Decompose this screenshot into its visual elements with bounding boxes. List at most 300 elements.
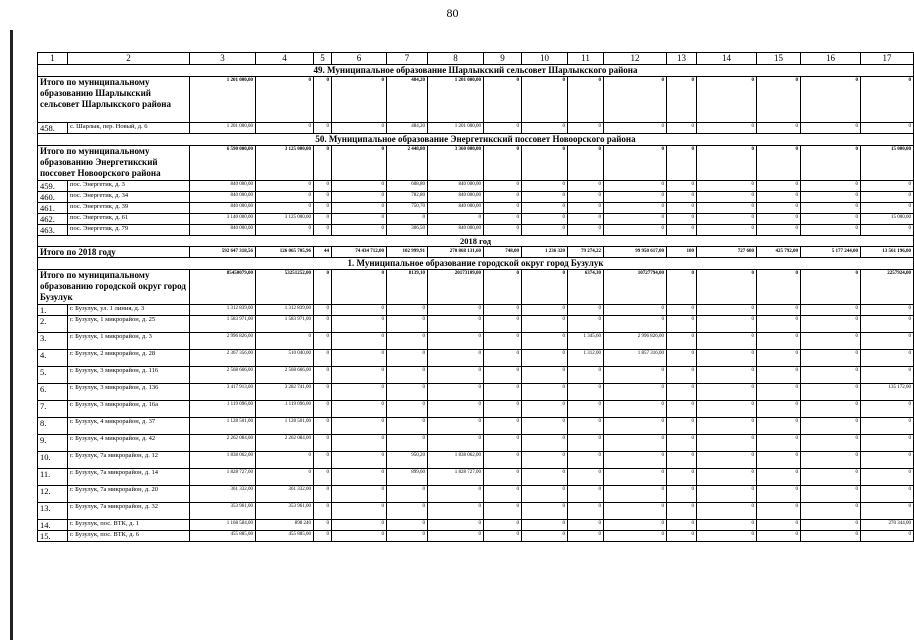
value-cell: 0 [757, 333, 801, 350]
row-number: 11. [38, 469, 68, 486]
value-cell: 0 [522, 435, 568, 452]
value-cell: 0 [387, 333, 428, 350]
value-cell: 0 [428, 520, 484, 531]
value-cell: 0 [667, 316, 697, 333]
value-cell: 0 [757, 123, 801, 134]
table-row [38, 214, 914, 225]
address-cell: г. Бузулук, 3 микрорайон, д. 16а [68, 401, 190, 418]
total-value-cell: 85450079,00 [190, 270, 256, 305]
value-cell: 0 [801, 214, 861, 225]
value-cell: 0 [332, 401, 387, 418]
total-value-cell: 0 [332, 77, 387, 123]
value-cell: 0 [314, 367, 332, 384]
value-cell: 0 [861, 452, 914, 469]
value-cell: 0 [522, 316, 568, 333]
value-cell: 1 201 000,00 [190, 123, 256, 134]
table-row [38, 203, 914, 214]
value-cell: 0 [667, 181, 697, 192]
total-value-cell: 0 [522, 146, 568, 181]
value-cell: 0 [604, 435, 667, 452]
value-cell: 0 [256, 203, 314, 214]
value-cell: 1 168 584,00 [190, 520, 256, 531]
value-cell: 0 [332, 203, 387, 214]
value-cell: 0 [604, 225, 667, 236]
address-cell: г. Бузулук, 7а микрорайон, д. 14 [68, 469, 190, 486]
total-value-cell: 0 [314, 270, 332, 305]
table-row [38, 503, 914, 520]
total-value-cell: 0 [332, 270, 387, 305]
total-value-cell: 0 [667, 77, 697, 123]
value-cell: 0 [522, 350, 568, 367]
value-cell: 0 [484, 469, 522, 486]
value-cell: 0 [332, 123, 387, 134]
row-number: 460. [38, 192, 68, 203]
value-cell: 840 000,00 [190, 192, 256, 203]
column-number-cell: 10 [522, 53, 568, 65]
value-cell: 0 [332, 531, 387, 542]
value-cell: 0 [604, 203, 667, 214]
address-cell: г. Бузулук, 4 микрорайон, д. 42 [68, 435, 190, 452]
value-cell: 3 140 000,00 [190, 214, 256, 225]
value-cell: 0 [428, 435, 484, 452]
year-total-row [38, 247, 914, 258]
value-cell: 0 [428, 531, 484, 542]
column-number-row [38, 53, 914, 65]
column-number-cell: 6 [332, 53, 387, 65]
value-cell: 0 [387, 435, 428, 452]
value-cell: 0 [387, 316, 428, 333]
value-cell: 0 [801, 401, 861, 418]
value-cell: 0 [757, 520, 801, 531]
value-cell: 0 [256, 192, 314, 203]
value-cell: 0 [697, 192, 757, 203]
row-number: 6. [38, 384, 68, 401]
value-cell: 0 [387, 486, 428, 503]
section-title: 1. Муниципальное образование городской округ город Бузулук [38, 258, 914, 270]
value-cell: 0 [332, 225, 387, 236]
value-cell: 0 [697, 181, 757, 192]
value-cell: 0 [387, 214, 428, 225]
value-cell: 0 [256, 123, 314, 134]
value-cell: 0 [667, 452, 697, 469]
value-cell: 0 [667, 214, 697, 225]
value-cell: 0 [332, 316, 387, 333]
value-cell: 2 367 356,00 [190, 350, 256, 367]
value-cell: 898 240 [256, 520, 314, 531]
total-value-cell: 0 [332, 146, 387, 181]
value-cell: 2 262 084,00 [190, 435, 256, 452]
value-cell: 0 [314, 452, 332, 469]
value-cell: 0 [697, 203, 757, 214]
address-cell: г. Бузулук, 7а микрорайон, д. 32 [68, 503, 190, 520]
value-cell: 0 [801, 486, 861, 503]
value-cell: 0 [757, 192, 801, 203]
address-cell: пос. Энергетик, д. 79 [68, 225, 190, 236]
value-cell: 0 [801, 123, 861, 134]
value-cell: 0 [428, 384, 484, 401]
value-cell: 0 [604, 401, 667, 418]
value-cell: 0 [568, 367, 604, 384]
page-number: 80 [446, 6, 459, 20]
value-cell: 3 417 913,00 [190, 384, 256, 401]
value-cell: 1 312 839,00 [256, 305, 314, 316]
value-cell: 0 [801, 181, 861, 192]
value-cell: 0 [801, 192, 861, 203]
value-cell: 0 [697, 316, 757, 333]
year-total-value-cell: 13 561 196,00 [861, 247, 914, 258]
total-value-cell: 10727794,00 [604, 270, 667, 305]
value-cell: 0 [568, 214, 604, 225]
value-cell: 0 [332, 435, 387, 452]
value-cell: 840 000,00 [190, 203, 256, 214]
capital-repair-table [37, 52, 914, 542]
value-cell: 1 828 727,00 [190, 469, 256, 486]
value-cell: 0 [256, 225, 314, 236]
value-cell: 0 [667, 469, 697, 486]
value-cell: 0 [387, 384, 428, 401]
value-cell: 0 [568, 401, 604, 418]
value-cell: 0 [428, 503, 484, 520]
value-cell: 0 [697, 418, 757, 435]
total-value-cell: 3 125 000,00 [256, 146, 314, 181]
row-number: 12. [38, 486, 68, 503]
total-value-cell: 0 [314, 77, 332, 123]
value-cell: 0 [522, 192, 568, 203]
value-cell: 0 [387, 418, 428, 435]
value-cell: 0 [522, 418, 568, 435]
total-value-cell: 15 000,00 [861, 146, 914, 181]
value-cell: 0 [522, 225, 568, 236]
total-value-cell: 0 [697, 270, 757, 305]
value-cell: 0 [522, 469, 568, 486]
table-row [38, 350, 914, 367]
total-value-cell: 0 [568, 146, 604, 181]
value-cell: 0 [604, 367, 667, 384]
address-cell: г. Бузулук, 1 микрорайон, д. 3 [68, 333, 190, 350]
section-title: 49. Муниципальное образование Шарлыкский сельсовет Шарлыкского района [38, 65, 914, 77]
value-cell: 1 583 971,00 [256, 316, 314, 333]
value-cell: 0 [568, 503, 604, 520]
value-cell: 0 [387, 367, 428, 384]
value-cell: 0 [568, 305, 604, 316]
value-cell: 0 [428, 350, 484, 367]
value-cell: 0 [604, 316, 667, 333]
section-heading-row [38, 65, 914, 77]
municipality-total-row [38, 270, 914, 305]
value-cell: 0 [484, 123, 522, 134]
table-row [38, 305, 914, 316]
value-cell: 0 [604, 486, 667, 503]
value-cell: 0 [801, 316, 861, 333]
value-cell: 0 [757, 418, 801, 435]
value-cell: 0 [332, 384, 387, 401]
column-number-cell: 7 [387, 53, 428, 65]
value-cell: 0 [861, 486, 914, 503]
value-cell: 270 344,00 [861, 520, 914, 531]
value-cell: 0 [604, 469, 667, 486]
value-cell: 840 000,00 [428, 203, 484, 214]
value-cell: 0 [667, 333, 697, 350]
value-cell: 0 [861, 192, 914, 203]
value-cell: 0 [314, 192, 332, 203]
value-cell: 840 000,00 [428, 181, 484, 192]
value-cell: 0 [484, 503, 522, 520]
year-total-value-cell: 5 177 244,00 [801, 247, 861, 258]
value-cell: 353 961,00 [256, 503, 314, 520]
column-number-cell: 15 [757, 53, 801, 65]
value-cell: 608,80 [387, 181, 428, 192]
value-cell: 0 [484, 316, 522, 333]
value-cell: 0 [697, 225, 757, 236]
value-cell: 0 [484, 486, 522, 503]
total-value-cell: 2 448,80 [387, 146, 428, 181]
value-cell: 0 [667, 435, 697, 452]
column-number-cell: 8 [428, 53, 484, 65]
value-cell: 0 [757, 401, 801, 418]
year-total-value-cell: 99 950 617,00 [604, 247, 667, 258]
value-cell: 0 [568, 452, 604, 469]
address-cell: г. Бузулук, пос. ВТК, д. 1 [68, 520, 190, 531]
total-value-cell: 53251252,00 [256, 270, 314, 305]
value-cell: 0 [314, 181, 332, 192]
column-number-cell: 13 [667, 53, 697, 65]
value-cell: 0 [568, 123, 604, 134]
table-row [38, 452, 914, 469]
value-cell: 0 [387, 350, 428, 367]
value-cell: 0 [484, 384, 522, 401]
value-cell: 0 [697, 486, 757, 503]
value-cell: 0 [314, 503, 332, 520]
value-cell: 0 [861, 350, 914, 367]
value-cell: 0 [484, 367, 522, 384]
table-row [38, 333, 914, 350]
table-row [38, 181, 914, 192]
value-cell: 0 [861, 333, 914, 350]
value-cell: 0 [332, 418, 387, 435]
column-number-cell: 9 [484, 53, 522, 65]
table-row [38, 520, 914, 531]
column-number-cell: 3 [190, 53, 256, 65]
value-cell: 0 [387, 305, 428, 316]
value-cell: 0 [861, 225, 914, 236]
value-cell: 0 [757, 350, 801, 367]
value-cell: 0 [801, 384, 861, 401]
value-cell: 0 [522, 203, 568, 214]
value-cell: 840 000,00 [428, 192, 484, 203]
value-cell: 0 [522, 452, 568, 469]
value-cell: 0 [667, 384, 697, 401]
table-row [38, 316, 914, 333]
value-cell: 1 583 971,00 [190, 316, 256, 333]
value-cell: 0 [697, 214, 757, 225]
address-cell: пос. Энергетик, д. 3 [68, 181, 190, 192]
value-cell: 0 [604, 384, 667, 401]
value-cell: 0 [667, 401, 697, 418]
total-label: Итого по муниципальному образованию Шарлыкский сельсовет Шарлыкского района [38, 77, 190, 123]
value-cell: 0 [801, 367, 861, 384]
left-binding-line [10, 30, 13, 640]
value-cell: 3 282 741,00 [256, 384, 314, 401]
total-value-cell: 0 [522, 77, 568, 123]
value-cell: 0 [604, 452, 667, 469]
value-cell: 0 [697, 123, 757, 134]
value-cell: 0 [484, 435, 522, 452]
value-cell: 0 [314, 305, 332, 316]
value-cell: 0 [667, 367, 697, 384]
value-cell: 510 040,00 [256, 350, 314, 367]
value-cell: 0 [428, 333, 484, 350]
value-cell: 0 [757, 452, 801, 469]
value-cell: 0 [801, 305, 861, 316]
row-number: 7. [38, 401, 68, 418]
value-cell: 0 [428, 367, 484, 384]
total-value-cell: 0 [801, 270, 861, 305]
value-cell: 0 [667, 531, 697, 542]
total-value-cell: 0 [256, 77, 314, 123]
value-cell: 0 [604, 123, 667, 134]
total-value-cell: 0 [667, 146, 697, 181]
address-cell: с. Шарлык, пер. Новый, д. 6 [68, 123, 190, 134]
year-total-value-cell: 270 868 131,60 [428, 247, 484, 258]
value-cell: 0 [757, 531, 801, 542]
value-cell: 0 [604, 305, 667, 316]
value-cell: 0 [522, 214, 568, 225]
address-cell: г. Бузулук, 7а микрорайон, д. 20 [68, 486, 190, 503]
value-cell: 0 [604, 214, 667, 225]
value-cell: 0 [314, 401, 332, 418]
value-cell: 840 000,00 [428, 225, 484, 236]
row-number: 14. [38, 520, 68, 531]
total-value-cell: 0 [757, 77, 801, 123]
value-cell: 0 [332, 181, 387, 192]
year-heading-row [38, 236, 914, 247]
value-cell: 0 [801, 203, 861, 214]
value-cell: 0 [428, 401, 484, 418]
total-value-cell: 0 [604, 146, 667, 181]
value-cell: 0 [697, 350, 757, 367]
municipality-total-row [38, 77, 914, 123]
row-number: 4. [38, 350, 68, 367]
total-value-cell: 0 [801, 146, 861, 181]
value-cell: 0 [604, 503, 667, 520]
address-cell: пос. Энергетик, д. 34 [68, 192, 190, 203]
value-cell: 0 [256, 181, 314, 192]
table-row [38, 486, 914, 503]
value-cell: 0 [801, 503, 861, 520]
value-cell: 0 [314, 384, 332, 401]
value-cell: 0 [667, 520, 697, 531]
value-cell: 0 [801, 520, 861, 531]
value-cell: 0 [568, 316, 604, 333]
total-value-cell: 0 [314, 146, 332, 181]
value-cell: 0 [801, 225, 861, 236]
value-cell: 0 [484, 225, 522, 236]
value-cell: 0 [522, 181, 568, 192]
table-body [38, 53, 914, 542]
row-number: 15. [38, 531, 68, 542]
value-cell: 0 [387, 503, 428, 520]
year-total-value-cell: 748,00 [484, 247, 522, 258]
value-cell: 0 [757, 214, 801, 225]
value-cell: 0 [861, 203, 914, 214]
value-cell: 135 172,00 [861, 384, 914, 401]
value-cell: 0 [861, 418, 914, 435]
value-cell: 0 [484, 452, 522, 469]
value-cell: 455 885,00 [256, 531, 314, 542]
value-cell: 0 [256, 333, 314, 350]
value-cell: 0 [697, 520, 757, 531]
value-cell: 0 [604, 192, 667, 203]
row-number: 9. [38, 435, 68, 452]
table-row [38, 435, 914, 452]
year-total-value-cell: 126 065 705,96 [256, 247, 314, 258]
value-cell: 0 [801, 469, 861, 486]
value-cell: 0 [697, 367, 757, 384]
value-cell: 0 [314, 225, 332, 236]
total-value-cell: 0 [568, 77, 604, 123]
row-number: 459. [38, 181, 68, 192]
value-cell: 0 [568, 469, 604, 486]
value-cell: 2 996 826,00 [604, 333, 667, 350]
value-cell: 0 [484, 203, 522, 214]
value-cell: 0 [522, 503, 568, 520]
value-cell: 840 000,00 [190, 225, 256, 236]
total-value-cell: 0 [757, 270, 801, 305]
value-cell: 0 [428, 316, 484, 333]
total-value-cell: 0 [697, 77, 757, 123]
value-cell: 0 [568, 486, 604, 503]
value-cell: 455 885,00 [190, 531, 256, 542]
value-cell: 0 [667, 503, 697, 520]
column-number-cell: 5 [314, 53, 332, 65]
value-cell: 0 [667, 418, 697, 435]
total-value-cell: 0 [667, 270, 697, 305]
value-cell: 0 [522, 486, 568, 503]
value-cell: 0 [697, 384, 757, 401]
address-cell: г. Бузулук, пос. ВТК, д. 6 [68, 531, 190, 542]
value-cell: 1 201 000,00 [428, 123, 484, 134]
value-cell: 0 [314, 486, 332, 503]
value-cell: 0 [757, 384, 801, 401]
value-cell: 0 [604, 520, 667, 531]
value-cell: 0 [861, 367, 914, 384]
row-number: 8. [38, 418, 68, 435]
value-cell: 361 332,00 [190, 486, 256, 503]
municipality-total-row [38, 146, 914, 181]
total-value-cell: 0 [484, 77, 522, 123]
value-cell: 0 [332, 214, 387, 225]
value-cell: 0 [667, 486, 697, 503]
value-cell: 0 [757, 305, 801, 316]
total-value-cell: 0 [604, 77, 667, 123]
value-cell: 950,20 [387, 452, 428, 469]
total-value-cell: 3 360 000,00 [428, 146, 484, 181]
total-label: Итого по муниципальному образованию Энергетикский поссовет Новоорского района [38, 146, 190, 181]
value-cell: 0 [428, 486, 484, 503]
table-row [38, 123, 914, 134]
total-value-cell: 1 201 000,00 [428, 77, 484, 123]
value-cell: 0 [757, 316, 801, 333]
row-number: 2. [38, 316, 68, 333]
total-label: Итого по муниципальному образованию городской округ город Бузулук [38, 270, 190, 305]
total-value-cell: 0 [697, 146, 757, 181]
year-title: 2018 год [38, 236, 914, 247]
value-cell: 0 [314, 214, 332, 225]
value-cell: 0 [568, 531, 604, 542]
value-cell: 0 [697, 503, 757, 520]
value-cell: 0 [428, 418, 484, 435]
value-cell: 0 [484, 192, 522, 203]
